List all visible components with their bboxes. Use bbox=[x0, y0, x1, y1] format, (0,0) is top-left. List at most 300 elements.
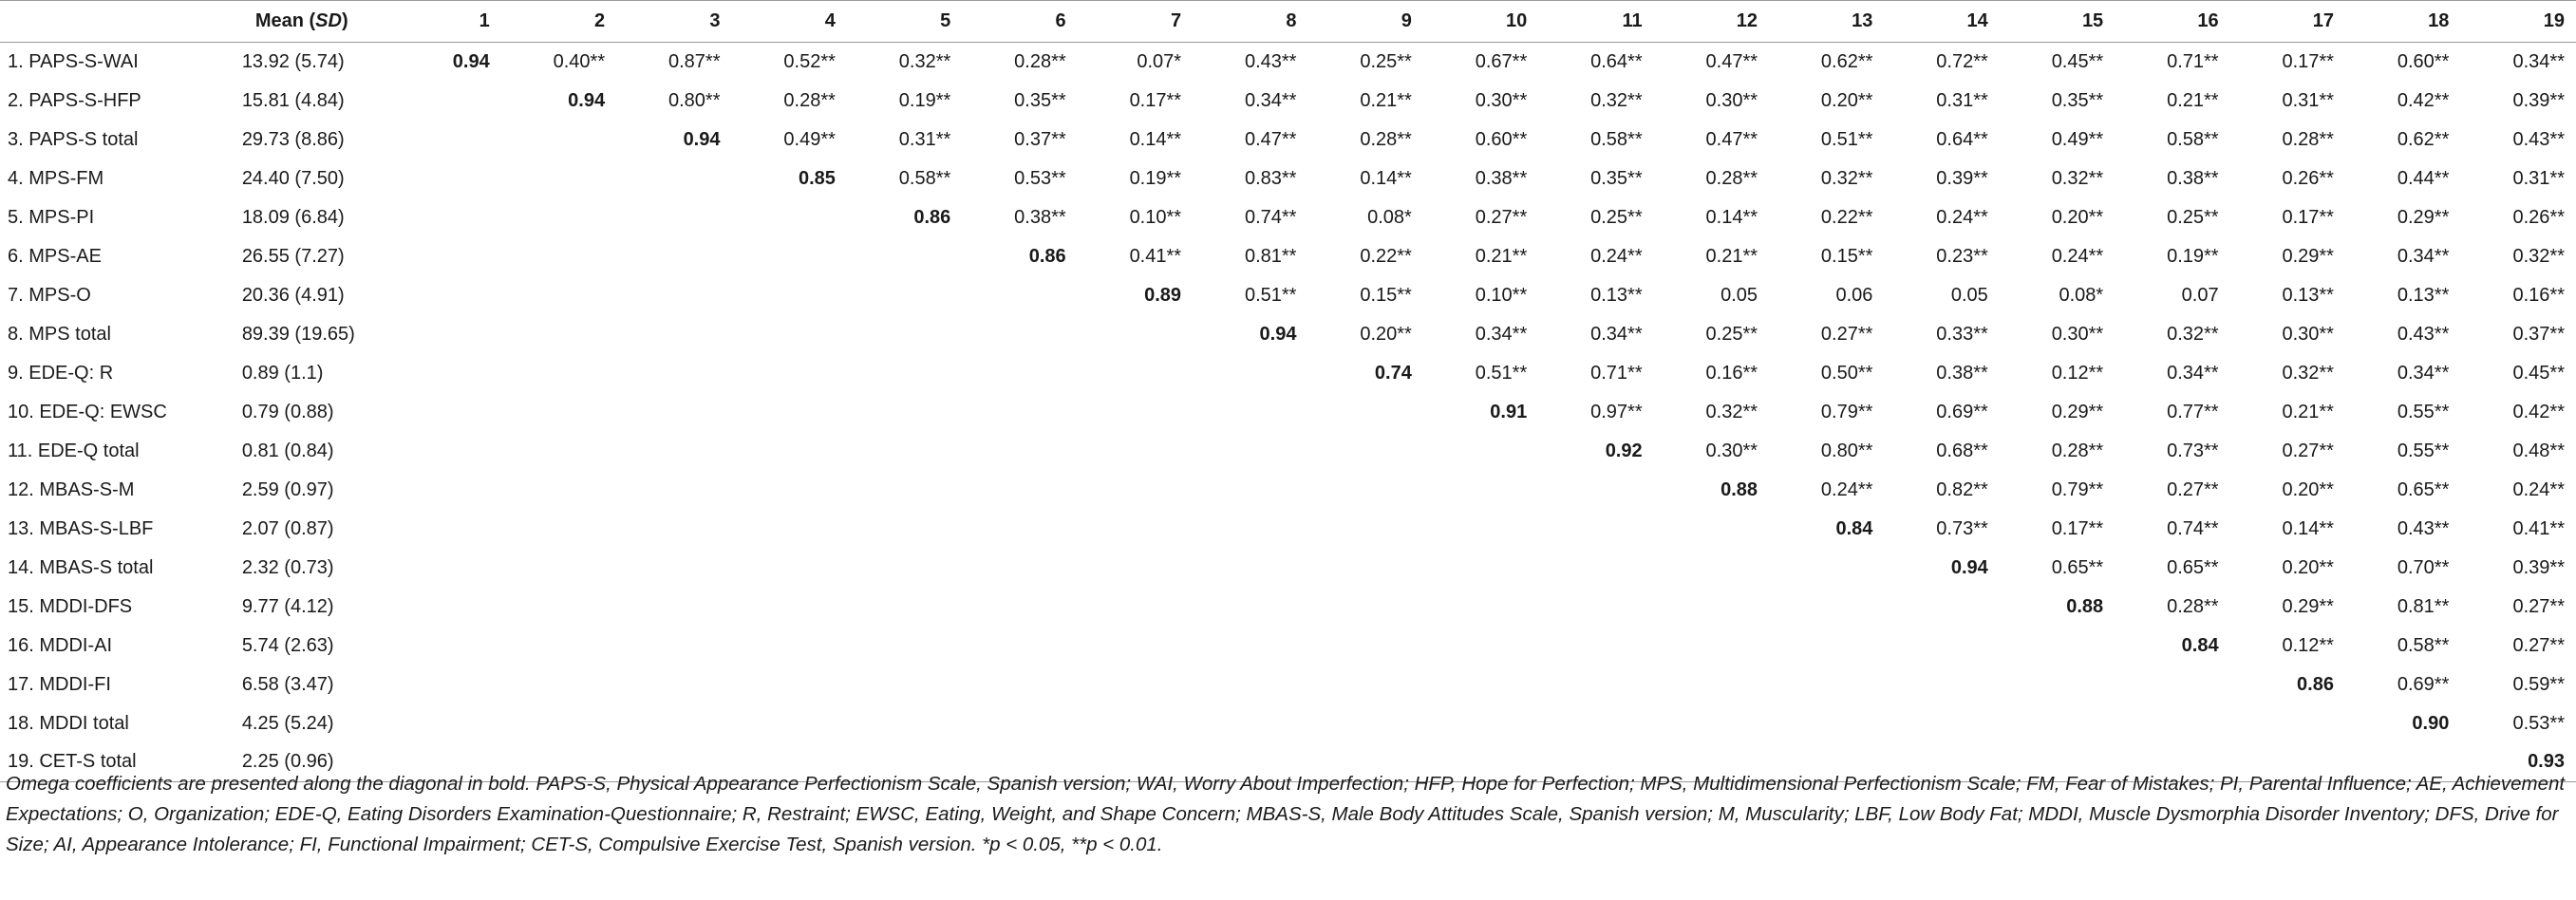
correlation-cell: 0.28** bbox=[1360, 128, 1412, 150]
empty-cell bbox=[385, 276, 500, 315]
empty-cell bbox=[616, 393, 731, 432]
correlation-cell: 0.41** bbox=[1129, 245, 1182, 267]
correlation-cell: 0.20** bbox=[2282, 556, 2334, 578]
correlation-cell: 0.55** bbox=[2397, 401, 2450, 422]
correlation-cell: 0.74** bbox=[1244, 206, 1297, 228]
empty-cell bbox=[385, 315, 500, 354]
row-mean-sd: 2.32 (0.73) bbox=[241, 556, 334, 578]
correlation-cell: 0.28** bbox=[2282, 128, 2334, 150]
correlation-cell: 0.20** bbox=[2282, 478, 2334, 500]
row-label: 16. MDDI-AI bbox=[8, 634, 113, 656]
empty-cell bbox=[962, 393, 1077, 432]
correlation-cell: 0.28** bbox=[783, 89, 836, 111]
correlation-cell: 0.17** bbox=[2051, 517, 2104, 539]
omega-cell: 0.91 bbox=[1490, 401, 1528, 422]
correlation-cell: 0.22** bbox=[1360, 245, 1412, 267]
correlation-cell: 0.68** bbox=[1936, 440, 1988, 461]
correlation-cell: 0.69** bbox=[2397, 673, 2450, 695]
correlation-cell: 0.19** bbox=[898, 89, 951, 111]
empty-cell bbox=[501, 432, 616, 471]
header-col-10: 10 bbox=[1423, 1, 1538, 43]
correlation-cell: 0.58** bbox=[2167, 128, 2219, 150]
empty-cell bbox=[501, 121, 616, 159]
correlation-cell: 0.13** bbox=[2397, 284, 2450, 306]
correlation-cell: 0.31** bbox=[2282, 89, 2334, 111]
correlation-cell: 0.31** bbox=[1936, 89, 1988, 111]
correlation-cell: 0.43** bbox=[2512, 128, 2565, 150]
correlation-cell: 0.17** bbox=[2282, 50, 2334, 72]
empty-cell bbox=[616, 549, 731, 588]
table-row bbox=[0, 159, 2576, 198]
correlation-cell: 0.20** bbox=[1820, 89, 1873, 111]
header-col-2: 2 bbox=[501, 1, 616, 43]
empty-cell bbox=[385, 82, 500, 121]
empty-cell bbox=[385, 432, 500, 471]
correlation-cell: 0.47** bbox=[1244, 128, 1297, 150]
correlation-cell: 0.62** bbox=[2397, 128, 2450, 150]
correlation-cell: 0.47** bbox=[1705, 128, 1758, 150]
row-mean-sd: 20.36 (4.91) bbox=[241, 284, 345, 306]
table-row bbox=[0, 82, 2576, 121]
correlation-cell: 0.32** bbox=[1590, 89, 1643, 111]
empty-cell bbox=[847, 432, 962, 471]
correlation-cell: 0.38** bbox=[1936, 362, 1988, 384]
correlation-cell: 0.79** bbox=[1820, 401, 1873, 422]
correlation-cell: 0.26** bbox=[2512, 206, 2565, 228]
correlation-cell: 0.28** bbox=[1014, 50, 1066, 72]
omega-cell: 0.86 bbox=[913, 206, 951, 228]
correlation-cell: 0.35** bbox=[1014, 89, 1066, 111]
correlation-cell: 0.34** bbox=[1590, 323, 1643, 345]
row-mean-sd: 26.55 (7.27) bbox=[241, 245, 345, 267]
correlation-cell: 0.20** bbox=[2051, 206, 2104, 228]
empty-cell bbox=[616, 510, 731, 549]
empty-cell bbox=[962, 354, 1077, 393]
omega-cell: 0.92 bbox=[1605, 440, 1643, 461]
correlation-cell: 0.17** bbox=[2282, 206, 2334, 228]
correlation-cell: 0.60** bbox=[2397, 50, 2450, 72]
row-label: 2. PAPS-S-HFP bbox=[8, 89, 141, 111]
omega-cell: 0.85 bbox=[798, 167, 836, 189]
row-mean-sd: 0.79 (0.88) bbox=[241, 401, 334, 422]
omega-cell: 0.94 bbox=[452, 50, 490, 72]
correlation-cell: 0.31** bbox=[898, 128, 951, 150]
empty-cell bbox=[1307, 704, 1422, 743]
empty-cell bbox=[1654, 549, 1769, 588]
empty-cell bbox=[847, 704, 962, 743]
correlation-cell: 0.87** bbox=[668, 50, 721, 72]
empty-cell bbox=[1769, 627, 1884, 666]
empty-cell bbox=[1193, 393, 1307, 432]
empty-cell bbox=[1538, 588, 1653, 627]
empty-cell bbox=[616, 159, 731, 198]
correlation-cell: 0.58** bbox=[1590, 128, 1643, 150]
empty-cell bbox=[962, 510, 1077, 549]
empty-cell bbox=[732, 704, 847, 743]
empty-cell bbox=[732, 354, 847, 393]
empty-cell bbox=[501, 666, 616, 704]
correlation-cell: 0.72** bbox=[1936, 50, 1988, 72]
correlation-cell: 0.26** bbox=[2282, 167, 2334, 189]
empty-cell bbox=[616, 432, 731, 471]
omega-cell: 0.88 bbox=[1720, 478, 1758, 500]
correlation-cell: 0.81** bbox=[1244, 245, 1297, 267]
correlation-cell: 0.49** bbox=[783, 128, 836, 150]
correlation-cell: 0.27** bbox=[2512, 595, 2565, 617]
header-col-12: 12 bbox=[1654, 1, 1769, 43]
empty-cell bbox=[616, 198, 731, 237]
header-col-11: 11 bbox=[1538, 1, 1653, 43]
empty-cell bbox=[1538, 666, 1653, 704]
correlation-cell: 0.10** bbox=[1129, 206, 1182, 228]
empty-cell bbox=[1423, 510, 1538, 549]
correlation-cell: 0.24** bbox=[1820, 478, 1873, 500]
empty-cell bbox=[1538, 704, 1653, 743]
row-mean-sd: 0.89 (1.1) bbox=[241, 362, 324, 384]
empty-cell bbox=[2000, 704, 2115, 743]
correlation-cell: 0.27** bbox=[1475, 206, 1528, 228]
header-col-15: 15 bbox=[2000, 1, 2115, 43]
table-row bbox=[0, 393, 2576, 432]
empty-cell bbox=[385, 627, 500, 666]
correlation-cell: 0.34** bbox=[1244, 89, 1297, 111]
omega-cell: 0.94 bbox=[568, 89, 606, 111]
correlation-cell: 0.32** bbox=[2167, 323, 2219, 345]
correlation-cell: 0.45** bbox=[2512, 362, 2565, 384]
correlation-cell: 0.19** bbox=[1129, 167, 1182, 189]
empty-cell bbox=[385, 237, 500, 276]
header-col-13: 13 bbox=[1769, 1, 1884, 43]
row-mean-sd: 29.73 (8.86) bbox=[241, 128, 345, 150]
correlation-cell: 0.14** bbox=[2282, 517, 2334, 539]
table-row bbox=[0, 198, 2576, 237]
table-row bbox=[0, 510, 2576, 549]
correlation-cell: 0.58** bbox=[898, 167, 951, 189]
empty-cell bbox=[616, 276, 731, 315]
correlation-cell: 0.53** bbox=[1014, 167, 1066, 189]
correlation-cell: 0.21** bbox=[2167, 89, 2219, 111]
correlation-cell: 0.51** bbox=[1475, 362, 1528, 384]
empty-cell bbox=[1307, 627, 1422, 666]
correlation-cell: 0.28** bbox=[2167, 595, 2219, 617]
row-label: 6. MPS-AE bbox=[8, 245, 102, 267]
empty-cell bbox=[385, 588, 500, 627]
correlation-cell: 0.59** bbox=[2512, 673, 2565, 695]
omega-cell: 0.88 bbox=[2066, 595, 2104, 617]
correlation-cell: 0.35** bbox=[1590, 167, 1643, 189]
empty-cell bbox=[1769, 666, 1884, 704]
correlation-cell: 0.60** bbox=[1475, 128, 1528, 150]
correlation-cell: 0.58** bbox=[2397, 634, 2450, 656]
correlation-cell: 0.69** bbox=[1936, 401, 1988, 422]
correlation-cell: 0.20** bbox=[1360, 323, 1412, 345]
empty-cell bbox=[847, 666, 962, 704]
correlation-cell: 0.80** bbox=[1820, 440, 1873, 461]
row-mean-sd: 13.92 (5.74) bbox=[241, 50, 345, 72]
correlation-cell: 0.05 bbox=[1720, 284, 1758, 306]
empty-cell bbox=[501, 315, 616, 354]
correlation-cell: 0.31** bbox=[2512, 167, 2565, 189]
correlation-cell: 0.32** bbox=[1820, 167, 1873, 189]
row-label: 7. MPS-O bbox=[8, 284, 91, 306]
empty-cell bbox=[1078, 393, 1193, 432]
empty-cell bbox=[1078, 432, 1193, 471]
row-mean-sd: 2.07 (0.87) bbox=[241, 517, 334, 539]
empty-cell bbox=[962, 666, 1077, 704]
correlation-cell: 0.16** bbox=[2512, 284, 2565, 306]
header-col-16: 16 bbox=[2115, 1, 2229, 43]
empty-cell bbox=[501, 393, 616, 432]
row-mean-sd: 2.25 (0.96) bbox=[236, 743, 386, 782]
table-row bbox=[0, 237, 2576, 276]
header-label-blank bbox=[0, 1, 236, 43]
empty-cell bbox=[1193, 354, 1307, 393]
empty-cell bbox=[1769, 549, 1884, 588]
row-mean-sd: 6.58 (3.47) bbox=[241, 673, 334, 695]
header-col-4: 4 bbox=[732, 1, 847, 43]
correlation-cell: 0.64** bbox=[1936, 128, 1988, 150]
empty-cell bbox=[962, 588, 1077, 627]
correlation-cell: 0.28** bbox=[2051, 440, 2104, 461]
correlation-cell: 0.82** bbox=[1936, 478, 1988, 500]
empty-cell bbox=[2230, 704, 2345, 743]
omega-cell: 0.93 bbox=[2460, 743, 2576, 782]
empty-cell bbox=[385, 510, 500, 549]
empty-cell bbox=[501, 588, 616, 627]
empty-cell bbox=[1307, 393, 1422, 432]
empty-cell bbox=[847, 588, 962, 627]
table-row bbox=[0, 276, 2576, 315]
empty-cell bbox=[501, 510, 616, 549]
header-col-6: 6 bbox=[962, 1, 1077, 43]
correlation-cell: 0.07 bbox=[2181, 284, 2219, 306]
correlation-cell: 0.08* bbox=[1367, 206, 1412, 228]
row-label: 9. EDE-Q: R bbox=[8, 362, 114, 384]
table-body bbox=[0, 43, 2576, 782]
correlation-cell: 0.29** bbox=[2282, 245, 2334, 267]
correlation-cell: 0.65** bbox=[2051, 556, 2104, 578]
header-col-17: 17 bbox=[2230, 1, 2345, 43]
table-row bbox=[0, 627, 2576, 666]
correlation-cell: 0.25** bbox=[1590, 206, 1643, 228]
correlation-cell: 0.32** bbox=[2282, 362, 2334, 384]
correlation-cell: 0.34** bbox=[2167, 362, 2219, 384]
omega-cell: 0.89 bbox=[1144, 284, 1182, 306]
empty-cell bbox=[1307, 432, 1422, 471]
empty-cell bbox=[1423, 588, 1538, 627]
correlation-cell: 0.73** bbox=[1936, 517, 1988, 539]
row-label: 1. PAPS-S-WAI bbox=[8, 50, 139, 72]
table-row bbox=[0, 121, 2576, 159]
empty-cell bbox=[1078, 471, 1193, 510]
correlation-cell: 0.27** bbox=[2282, 440, 2334, 461]
correlation-cell: 0.39** bbox=[1936, 167, 1988, 189]
header-row bbox=[0, 1, 2576, 43]
row-label: 8. MPS total bbox=[8, 323, 111, 345]
row-mean-sd: 24.40 (7.50) bbox=[241, 167, 345, 189]
correlation-cell: 0.22** bbox=[1820, 206, 1873, 228]
correlation-cell: 0.15** bbox=[1360, 284, 1412, 306]
row-mean-sd: 0.81 (0.84) bbox=[241, 440, 334, 461]
empty-cell bbox=[1654, 666, 1769, 704]
correlation-cell: 0.29** bbox=[2397, 206, 2450, 228]
correlation-cell: 0.24** bbox=[1590, 245, 1643, 267]
omega-cell: 0.94 bbox=[1950, 556, 1988, 578]
header-col-5: 5 bbox=[847, 1, 962, 43]
correlation-cell: 0.19** bbox=[2167, 245, 2219, 267]
empty-cell bbox=[962, 432, 1077, 471]
empty-cell bbox=[2000, 627, 2115, 666]
empty-cell bbox=[847, 393, 962, 432]
correlation-cell: 0.81** bbox=[2397, 595, 2450, 617]
table-row bbox=[0, 432, 2576, 471]
correlation-cell: 0.49** bbox=[2051, 128, 2104, 150]
empty-cell bbox=[385, 198, 500, 237]
correlation-cell: 0.21** bbox=[1360, 89, 1412, 111]
correlation-cell: 0.51** bbox=[1244, 284, 1297, 306]
row-label: 18. MDDI total bbox=[8, 712, 129, 734]
table-row bbox=[0, 354, 2576, 393]
correlation-cell: 0.79** bbox=[2051, 478, 2104, 500]
empty-cell bbox=[962, 471, 1077, 510]
table-row bbox=[0, 471, 2576, 510]
empty-cell bbox=[732, 237, 847, 276]
correlation-cell: 0.21** bbox=[1705, 245, 1758, 267]
empty-cell bbox=[616, 354, 731, 393]
correlation-cell: 0.32** bbox=[898, 50, 951, 72]
correlation-cell: 0.23** bbox=[1936, 245, 1988, 267]
empty-cell bbox=[847, 510, 962, 549]
correlation-cell: 0.77** bbox=[2167, 401, 2219, 422]
empty-cell bbox=[732, 315, 847, 354]
correlation-cell: 0.44** bbox=[2397, 167, 2450, 189]
correlation-cell: 0.62** bbox=[1820, 50, 1873, 72]
empty-cell bbox=[732, 393, 847, 432]
row-label: 12. MBAS-S-M bbox=[8, 478, 135, 500]
correlation-cell: 0.29** bbox=[2282, 595, 2334, 617]
empty-cell bbox=[1884, 666, 1999, 704]
empty-cell bbox=[1078, 354, 1193, 393]
correlation-cell: 0.10** bbox=[1475, 284, 1528, 306]
empty-cell bbox=[847, 471, 962, 510]
correlation-cell: 0.41** bbox=[2512, 517, 2565, 539]
correlation-cell: 0.14** bbox=[1129, 128, 1182, 150]
empty-cell bbox=[2115, 666, 2229, 704]
correlation-cell: 0.34** bbox=[2512, 50, 2565, 72]
empty-cell bbox=[732, 471, 847, 510]
empty-cell bbox=[385, 471, 500, 510]
empty-cell bbox=[1193, 588, 1307, 627]
empty-cell bbox=[385, 393, 500, 432]
header-col-7: 7 bbox=[1078, 1, 1193, 43]
correlation-cell: 0.47** bbox=[1705, 50, 1758, 72]
empty-cell bbox=[1193, 471, 1307, 510]
empty-cell bbox=[616, 315, 731, 354]
correlation-cell: 0.15** bbox=[1820, 245, 1873, 267]
correlation-cell: 0.43** bbox=[1244, 50, 1297, 72]
correlation-cell: 0.25** bbox=[1360, 50, 1412, 72]
empty-cell bbox=[1654, 588, 1769, 627]
correlation-cell: 0.30** bbox=[1705, 89, 1758, 111]
empty-cell bbox=[1307, 471, 1422, 510]
correlation-cell: 0.97** bbox=[1590, 401, 1643, 422]
empty-cell bbox=[616, 471, 731, 510]
empty-cell bbox=[1538, 549, 1653, 588]
correlation-cell: 0.27** bbox=[2512, 634, 2565, 656]
empty-cell bbox=[501, 159, 616, 198]
empty-cell bbox=[732, 276, 847, 315]
empty-cell bbox=[732, 549, 847, 588]
empty-cell bbox=[1307, 510, 1422, 549]
empty-cell bbox=[1538, 510, 1653, 549]
empty-cell bbox=[732, 627, 847, 666]
correlation-cell: 0.30** bbox=[2282, 323, 2334, 345]
header-col-18: 18 bbox=[2345, 1, 2460, 43]
correlation-cell: 0.32** bbox=[2051, 167, 2104, 189]
empty-cell bbox=[616, 627, 731, 666]
empty-cell bbox=[1423, 471, 1538, 510]
correlation-cell: 0.30** bbox=[1475, 89, 1528, 111]
omega-cell: 0.90 bbox=[2412, 712, 2450, 734]
correlation-cell: 0.07* bbox=[1137, 50, 1182, 72]
empty-cell bbox=[1193, 432, 1307, 471]
empty-cell bbox=[1769, 588, 1884, 627]
correlation-cell: 0.12** bbox=[2051, 362, 2104, 384]
empty-cell bbox=[847, 627, 962, 666]
correlation-cell: 0.53** bbox=[2512, 712, 2565, 734]
empty-cell bbox=[847, 237, 962, 276]
row-label: 19. CET-S total bbox=[0, 743, 236, 782]
empty-cell bbox=[962, 627, 1077, 666]
correlation-cell: 0.64** bbox=[1590, 50, 1643, 72]
empty-cell bbox=[385, 666, 500, 704]
row-label: 13. MBAS-S-LBF bbox=[8, 517, 154, 539]
empty-cell bbox=[1423, 627, 1538, 666]
omega-cell: 0.84 bbox=[2181, 634, 2219, 656]
empty-cell bbox=[616, 704, 731, 743]
empty-cell bbox=[385, 549, 500, 588]
empty-cell bbox=[501, 198, 616, 237]
empty-cell bbox=[1423, 704, 1538, 743]
correlation-cell: 0.24** bbox=[1936, 206, 1988, 228]
correlation-cell: 0.14** bbox=[1705, 206, 1758, 228]
empty-cell bbox=[732, 588, 847, 627]
correlation-cell: 0.06 bbox=[1835, 284, 1873, 306]
empty-cell bbox=[1078, 588, 1193, 627]
empty-cell bbox=[501, 276, 616, 315]
correlation-cell: 0.34** bbox=[2397, 362, 2450, 384]
table-row bbox=[0, 666, 2576, 704]
empty-cell bbox=[1307, 666, 1422, 704]
empty-cell bbox=[1654, 627, 1769, 666]
correlation-cell: 0.39** bbox=[2512, 89, 2565, 111]
row-label: 11. EDE-Q total bbox=[8, 440, 140, 461]
header-col-14: 14 bbox=[1884, 1, 1999, 43]
empty-cell bbox=[1193, 704, 1307, 743]
correlation-cell: 0.71** bbox=[2167, 50, 2219, 72]
correlation-cell: 0.65** bbox=[2167, 556, 2219, 578]
correlation-cell: 0.34** bbox=[2397, 245, 2450, 267]
empty-cell bbox=[1078, 549, 1193, 588]
header-mean: Mean (SD) bbox=[236, 1, 386, 43]
row-label: 10. EDE-Q: EWSC bbox=[8, 401, 167, 422]
omega-cell: 0.94 bbox=[683, 128, 721, 150]
empty-cell bbox=[616, 588, 731, 627]
empty-cell bbox=[1654, 510, 1769, 549]
empty-cell bbox=[501, 354, 616, 393]
header-col-3: 3 bbox=[616, 1, 731, 43]
correlation-cell: 0.39** bbox=[2512, 556, 2565, 578]
